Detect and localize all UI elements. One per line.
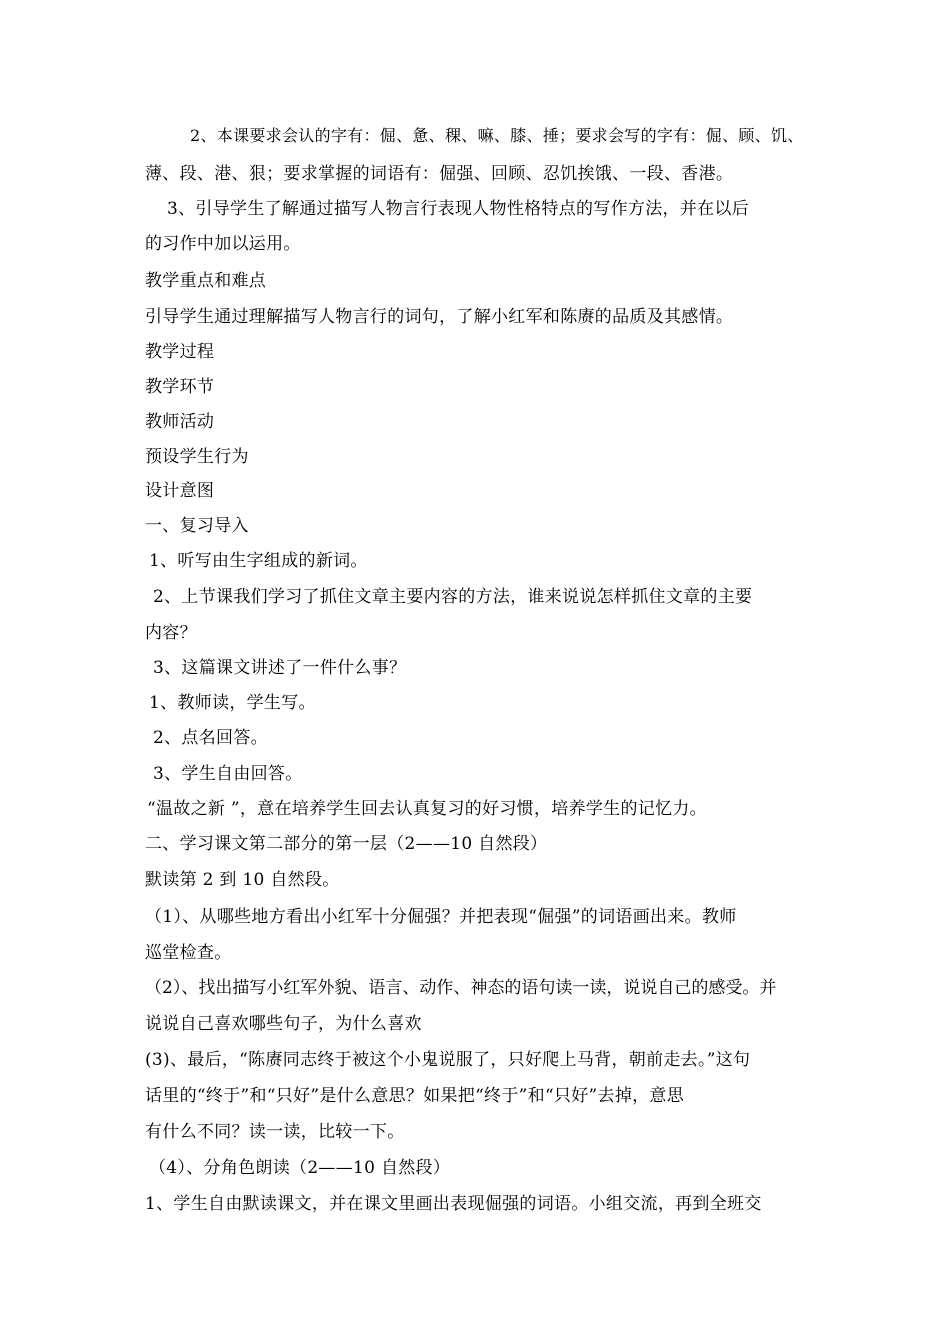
- text-line: 默读第 2 到 10 自然段。: [145, 870, 340, 890]
- text-line: 2、点名回答。: [153, 728, 268, 748]
- table-header-cell: 教学环节: [145, 377, 215, 397]
- text-line: （1）、从哪些地方看出小红军十分倔强？并把表现“倔强”的词语画出来。教师: [145, 907, 737, 927]
- text-line: （2）、找出描写小红军外貌、语言、动作、神态的语句读一读，说说自己的感受。并: [145, 978, 777, 998]
- text-line: 的习作中加以运用。: [145, 234, 301, 254]
- text-line: 3、引导学生了解通过描写人物言行表现人物性格特点的写作方法，并在以后: [167, 199, 750, 219]
- text-line: 有什么不同？读一读，比较一下。: [145, 1122, 405, 1142]
- text-line: 说说自己喜欢哪些句子，为什么喜欢: [145, 1014, 422, 1034]
- text-line: (3)、最后，“陈赓同志终于被这个小鬼说服了，只好爬上马背，朝前走去。”这句: [145, 1050, 751, 1070]
- text-line: 3、学生自由回答。: [153, 764, 303, 784]
- text-line: （4）、分角色朗读（2——10 自然段）: [149, 1158, 451, 1178]
- text-line: 内容？: [145, 623, 197, 643]
- text-line: 1、学生自由默读课文，并在课文里画出表现倔强的词语。小组交流，再到全班交: [145, 1194, 762, 1214]
- table-header-cell: 预设学生行为: [145, 447, 249, 467]
- section-heading: 教学重点和难点: [145, 271, 267, 291]
- text-line: 1、教师读，学生写。: [149, 693, 316, 713]
- section-heading: 教学过程: [145, 342, 215, 362]
- text-line: 话里的“终于”和“只好”是什么意思？如果把“终于”和“只好”去掉，意思: [145, 1086, 685, 1106]
- text-line: 3、这篇课文讲述了一件什么事？: [153, 658, 407, 678]
- text-line: 2、上节课我们学习了抓住文章主要内容的方法，谁来说说怎样抓住文章的主要: [153, 587, 753, 607]
- table-header-cell: 设计意图: [145, 481, 215, 501]
- table-header-cell: 教师活动: [145, 412, 215, 432]
- text-line: 1、听写由生字组成的新词。: [149, 551, 368, 571]
- text-line: “温故之新 ”，意在培养学生回去认真复习的好习惯，培养学生的记忆力。: [147, 799, 707, 819]
- text-line: 引导学生通过理解描写人物言行的词句，了解小红军和陈赓的品质及其感情。: [145, 307, 734, 327]
- section-heading: 一、复习导入: [145, 516, 249, 536]
- text-line: 薄、段、港、狠；要求掌握的词语有：倔强、回顾、忍饥挨饿、一段、香港。: [145, 164, 734, 184]
- text-line: 2、本课要求会认的字有：倔、惫、稞、嘛、膝、捶；要求会写的字有：倔、顾、饥、: [190, 126, 804, 145]
- section-heading: 二、学习课文第二部分的第一层（2——10 自然段）: [145, 834, 548, 854]
- text-line: 巡堂检查。: [145, 943, 232, 963]
